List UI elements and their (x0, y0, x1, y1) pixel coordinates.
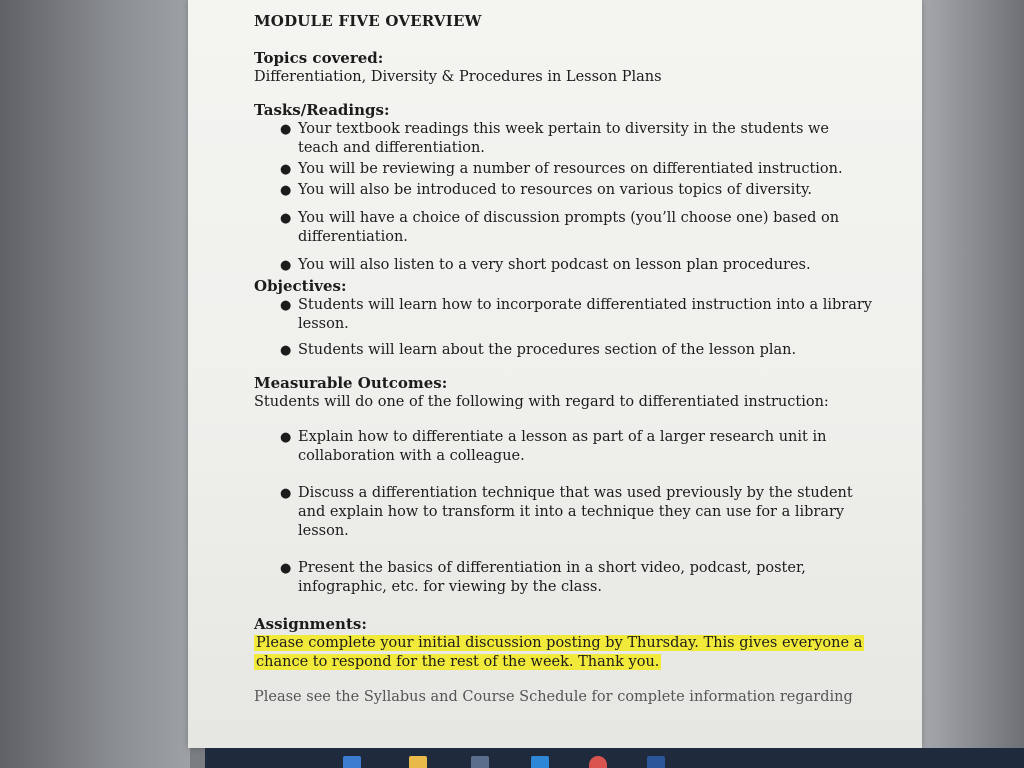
bullet-icon: ● (280, 162, 292, 177)
bullet-icon: ● (280, 486, 292, 501)
bullet-icon: ● (280, 122, 292, 137)
tasks-heading: Tasks/Readings: (254, 101, 390, 119)
list-item-text: Present the basics of differentiation in a short video, podcast, poster, infographic, etc. for viewing by the class. (298, 560, 806, 595)
store-icon[interactable] (471, 756, 489, 768)
topics-section (254, 49, 874, 87)
tasks-section (254, 101, 874, 275)
list-item-text: You will be reviewing a number of resources on differentiated instruction. (298, 161, 843, 177)
topics-text: Differentiation, Diversity & Procedures in Lesson Plans (254, 69, 662, 85)
list-item (280, 256, 874, 275)
list-item (280, 484, 874, 541)
monitor-bezel-right (914, 0, 1024, 768)
list-item-text: Students will learn about the procedures section of the lesson plan. (298, 342, 797, 358)
list-item (280, 181, 874, 200)
objectives-list (254, 296, 874, 360)
footer-note: Please see the Syllabus and Course Schedule for complete information regarding (254, 689, 853, 705)
list-item-text: Your textbook readings this week pertain to diversity in the students we teach and differentiation. (298, 121, 830, 156)
folder-icon[interactable] (409, 756, 427, 768)
list-item-text: You will also listen to a very short podcast on lesson plan procedures. (298, 257, 811, 273)
outcomes-list (254, 428, 874, 597)
highlighted-text: Please complete your initial discussion posting by Thursday. This gives everyone a chance to respond for the rest of the week. Thank you. (256, 635, 863, 670)
outcomes-heading: Measurable Outcomes: (254, 374, 448, 392)
list-item-text: Students will learn how to incorporate differentiated instruction into a library lesson. (298, 297, 872, 332)
assignments-text (254, 634, 864, 672)
bullet-icon: ● (280, 430, 292, 445)
outcomes-intro: Students will do one of the following with regard to differentiated instruction: (254, 394, 829, 410)
edge-icon[interactable] (531, 756, 549, 768)
objectives-heading: Objectives: (254, 277, 347, 295)
outcomes-section (254, 374, 874, 597)
list-item-text: You will also be introduced to resources on various topics of diversity. (298, 182, 812, 198)
page-title: MODULE FIVE OVERVIEW (254, 12, 482, 30)
list-item-text: Discuss a differentiation technique that was used previously by the student and explain how to transform it into a technique they can use for a library lesson. (298, 485, 853, 539)
topics-heading: Topics covered: (254, 49, 384, 67)
list-item (280, 160, 874, 179)
monitor-bezel-left (0, 0, 190, 768)
tasks-list (254, 120, 874, 275)
list-item (280, 559, 874, 597)
taskbar (205, 748, 1024, 768)
bullet-icon: ● (280, 258, 292, 273)
document-content (254, 12, 874, 707)
bullet-icon: ● (280, 298, 292, 313)
objectives-section (254, 277, 874, 360)
bullet-icon: ● (280, 561, 292, 576)
list-item (280, 209, 874, 247)
word-icon[interactable] (647, 756, 665, 768)
assignments-heading: Assignments: (254, 615, 367, 633)
document-page (188, 0, 922, 748)
bullet-icon: ● (280, 211, 292, 226)
list-item (280, 428, 874, 466)
bullet-icon: ● (280, 343, 292, 358)
list-item (280, 296, 874, 334)
list-item (280, 341, 874, 360)
chrome-icon[interactable] (589, 756, 607, 768)
list-item-text: You will have a choice of discussion prompts (you’ll choose one) based on differentiation. (298, 210, 840, 245)
assignments-section (254, 615, 874, 672)
list-item (280, 120, 874, 158)
list-item-text: Explain how to differentiate a lesson as part of a larger research unit in collaboration with a colleague. (298, 429, 827, 464)
file-explorer-icon[interactable] (343, 756, 361, 768)
bullet-icon: ● (280, 183, 292, 198)
